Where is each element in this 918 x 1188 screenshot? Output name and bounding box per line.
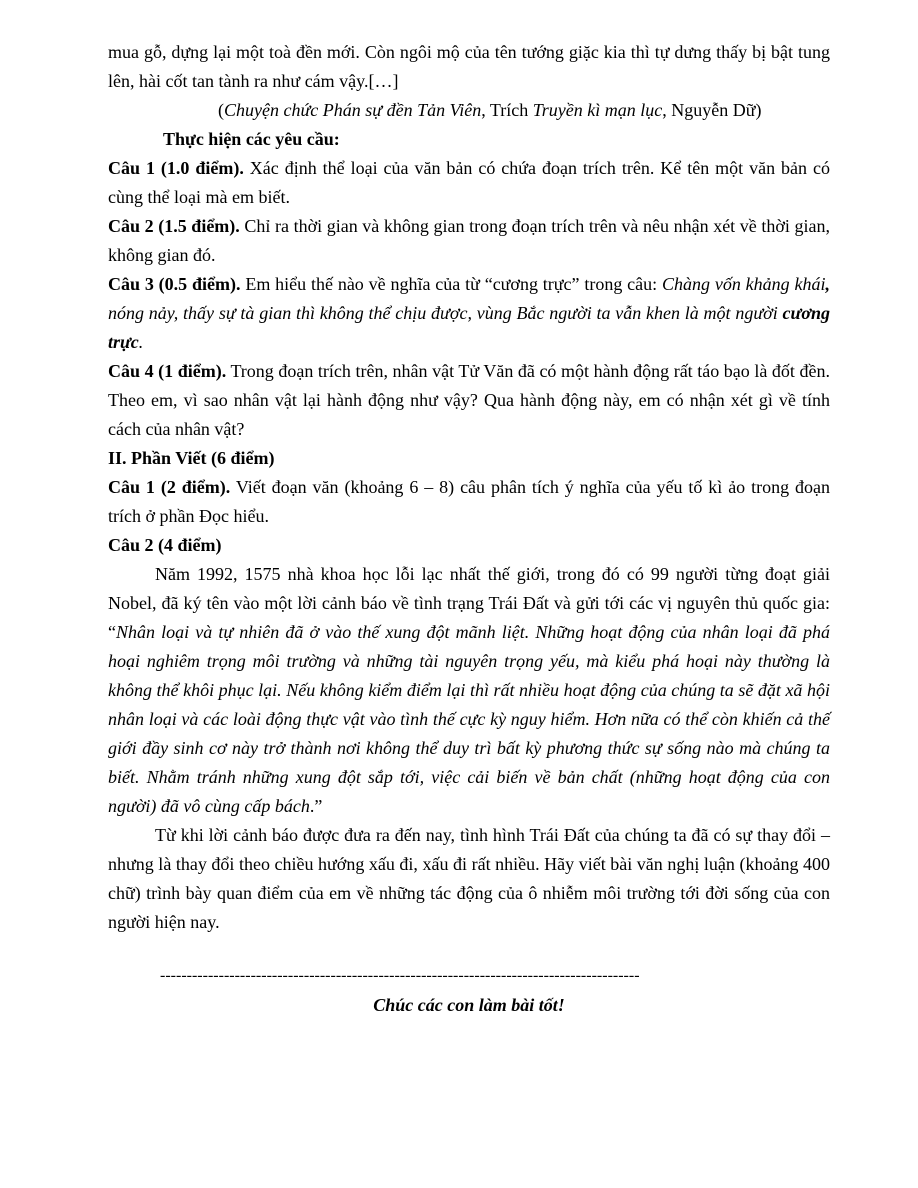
question-2 — [108, 212, 830, 270]
writing-2-quote: Nhân loại và tự nhiên đã ở vào thế xung đột mãnh liệt. Những hoạt động của nhân loại đã phá hoại nghiêm trọng môi trường và những tài nguyên trọng yếu, mà kiểu phá hoại này thường là không thể khôi phục lại. Nếu không kiểm điểm lại thì rất nhiều hoạt động của chúng ta sẽ đặt xã hội nhân loại và các loài động thực vật vào tình thế cực kỳ nguy hiểm. Hơn nữa có thể còn khiến cả thế giới đầy sinh cơ này trở thành nơi không thể duy trì bất kỳ phương thức sự sống nào mà chúng ta biết. Nhằm tránh những xung đột sắp tới, việc cải biến về bản chất (những hoạt động của con người) đã vô cùng cấp bách — [108, 622, 830, 816]
question-1-label: Câu 1 (1.0 điểm). — [108, 158, 244, 178]
writing-1-text: Viết đoạn văn (khoảng 6 – 8) câu phân tích ý nghĩa của yếu tố kì ảo trong đoạn trích ở phần Đọc hiểu. — [108, 477, 830, 526]
writing-1 — [108, 473, 830, 531]
writing-heading: II. Phần Viết (6 điểm) — [108, 448, 275, 468]
question-3-label: Câu 3 (0.5 điểm). — [108, 274, 241, 294]
source-mid: , Trích — [481, 100, 533, 120]
source-open: ( — [218, 100, 224, 120]
question-3-quote-end: . — [138, 332, 144, 352]
divider-line: ------------------------------------------------------------------------------------------ — [160, 967, 640, 984]
closing-wish: Chúc các con làm bài tốt! — [373, 995, 565, 1015]
question-3-quote-bold: cương trực — [108, 303, 830, 352]
question-3-text: Em hiểu thế nào về nghĩa của từ “cương trực” trong câu: — [240, 274, 662, 294]
question-3 — [108, 270, 830, 357]
question-3-quote-b: nóng nảy, thấy sự tà gian thì không thể chịu được, vùng Bắc người ta vẫn khen là một người — [108, 303, 783, 323]
writing-2-lead: Năm 1992, 1575 nhà khoa học lỗi lạc nhất thế giới, trong đó có 99 người từng đoạt giải Nobel, đã ký tên vào một lời cảnh báo về tình trạng Trái Đất và gửi tới các vị nguyên thủ quốc gia: “ — [108, 564, 830, 642]
writing-2-label: Câu 2 (4 điểm) — [108, 535, 222, 555]
passage-end: mua gỗ, dựng lại một toà đền mới. Còn ngôi mộ của tên tướng giặc kia thì tự dưng thấy bị bật tung lên, hài cốt tan tành ra như cám vậy.[…] — [108, 42, 830, 91]
source-citation — [108, 96, 830, 125]
writing-1-label: Câu 1 (2 điểm). — [108, 477, 231, 497]
requirements-heading: Thực hiện các yêu cầu: — [163, 129, 340, 149]
question-2-label: Câu 2 (1.5 điểm). — [108, 216, 240, 236]
question-4 — [108, 357, 830, 444]
question-4-label: Câu 4 (1 điểm). — [108, 361, 227, 381]
question-1-text: Xác định thể loại của văn bản có chứa đoạn trích trên. Kể tên một văn bản có cùng thể loại mà em biết. — [108, 158, 830, 207]
question-3-quote-a: Chàng vốn khảng khái — [662, 274, 826, 294]
question-4-text: Trong đoạn trích trên, nhân vật Tử Văn đã có một hành động rất táo bạo là đốt đền. Theo em, vì sao nhân vật lại hành động như vậy? Qua hành động này, em có nhận xét gì về tính cách của nhân vật? — [108, 361, 830, 439]
writing-2-paragraph-2: Từ khi lời cảnh báo được đưa ra đến nay, tình hình Trái Đất của chúng ta đã có sự thay đổi – nhưng là thay đổi theo chiều hướng xấu đi, xấu đi rất nhiều. Hãy viết bài văn nghị luận (khoảng 400 chữ) trình bày quan điểm của em về những tác động của ô nhiễm môi trường tới đời sống của con người hiện nay. — [108, 825, 830, 932]
book-title: Truyền kì mạn lục — [532, 100, 663, 120]
writing-2-paragraph-1 — [108, 560, 830, 821]
question-2-text: Chỉ ra thời gian và không gian trong đoạn trích trên và nêu nhận xét về thời gian, không gian đó. — [108, 216, 830, 265]
exam-page — [108, 38, 830, 1020]
writing-2-quote-end: .” — [309, 796, 323, 816]
work-title: Chuyện chức Phán sự đền Tản Viên — [224, 100, 482, 120]
source-author: , Nguyễn Dữ) — [662, 100, 762, 120]
question-1 — [108, 154, 830, 212]
question-3-quote-comma: , — [825, 274, 830, 294]
